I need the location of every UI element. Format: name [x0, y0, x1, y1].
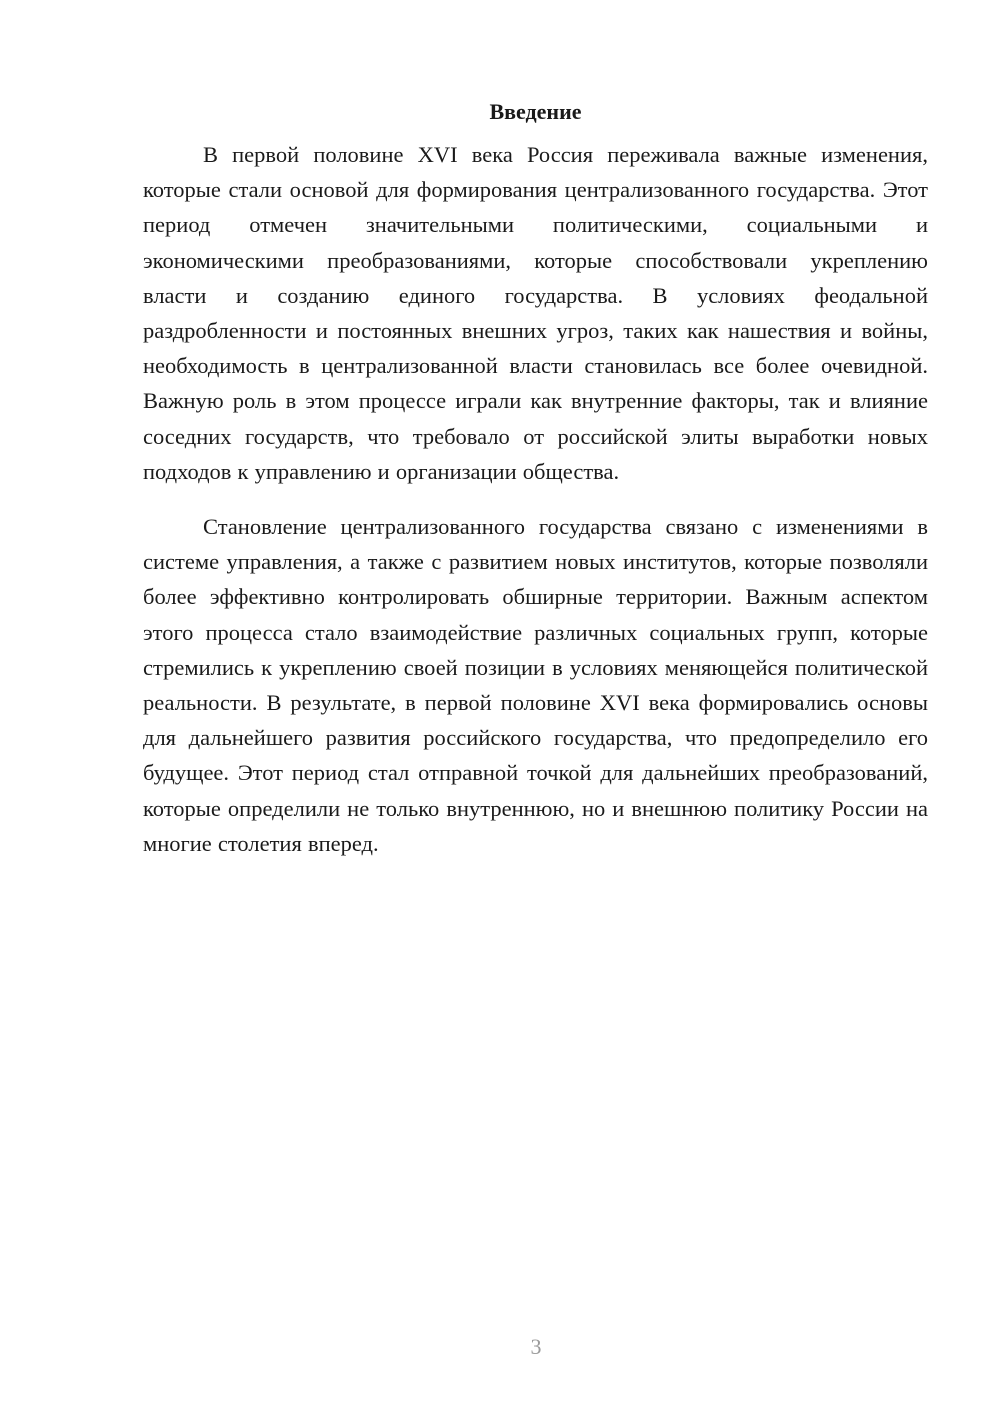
paragraph-1: В первой половине XVI века Россия переживала важные изменения, которые стали основой для формирования централизованного государства. Этот период отмечен значительными политическими, социальными и экономическими преобразованиями, которые способствовали укреплению власти и созданию единого государства. В условиях феодальной раздробленности и постоянных внешних угроз, таких как нашествия и войны, необходимость в централизованной власти становилась все более очевидной. Важную роль в этом процессе играли как внутренние факторы, так и влияние соседних государств, что требовало от российской элиты выработки новых подходов к управлению и организации общества.	[143, 142, 928, 484]
section-title: Введение	[489, 99, 582, 124]
page-content	[143, 95, 928, 861]
paragraph-2: Становление централизованного государства связано с изменениями в системе управления, а также с развитием новых институтов, которые позволяли более эффективно контролировать обширные территории. Важным аспектом этого процесса стало взаимодействие различных социальных групп, которые стремились к укреплению своей позиции в условиях меняющейся политической реальности. В результате, в первой половине XVI века формировались основы для дальнейшего развития российского государства, что предопределило его будущее. Этот период стал отправной точкой для дальнейших преобразований, которые определили не только внутреннюю, но и внешнюю политику России на многие столетия вперед.	[143, 514, 928, 856]
page-number: 3	[530, 1334, 542, 1359]
